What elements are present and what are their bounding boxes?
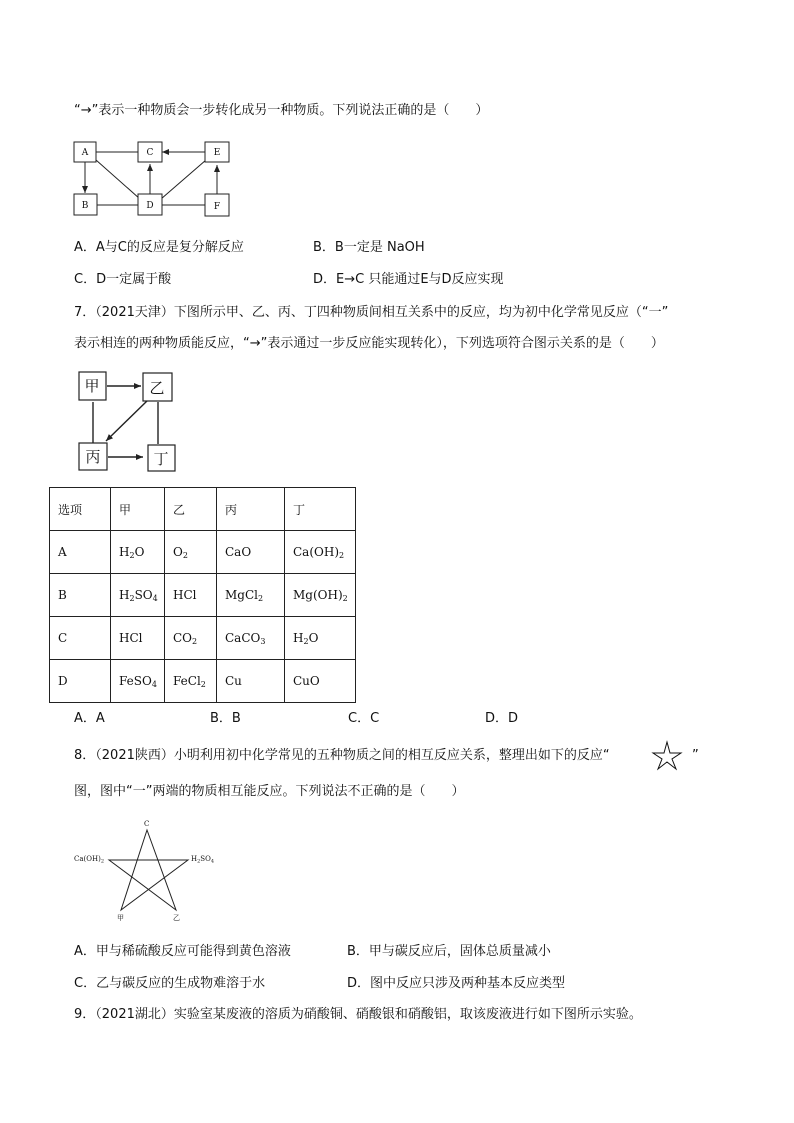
q6-option-a: A．A与C的反应是复分解反应 [74, 240, 244, 255]
q6-node-f-label: F [213, 202, 221, 212]
q8-option-a: A．甲与稀硫酸反应可能得到黄色溶液 [74, 944, 291, 959]
q8-option-b: B．甲与碳反应后，固体总质量减小 [347, 944, 551, 959]
table-cell: B [50, 574, 111, 617]
q6-node-c-label: C [146, 148, 154, 158]
table-header-cell: 选项 [50, 488, 111, 531]
table-cell: $CO_2$ [165, 617, 217, 660]
q8-stem-line1a: 8．（2021陕西）小明利用初中化学常见的五种物质之间的相互反应关系，整理出如下的反应“ [74, 748, 610, 763]
table-header-cell: 丙 [217, 488, 285, 531]
table-cell: D [50, 660, 111, 703]
q7-arrow-yi-bing [106, 400, 148, 441]
table-header-cell: 乙 [165, 488, 217, 531]
q8-label-h2so4: $H_2SO_4$ [191, 855, 215, 865]
table-cell: HCl [165, 574, 217, 617]
table-row [50, 531, 356, 574]
q7-option-a: A．A [74, 711, 105, 726]
q6-node-d-label: D [146, 201, 154, 211]
q7-stem-line1: 7．（2021天津）下图所示甲、乙、丙、丁四种物质间相互关系中的反应，均为初中化学常见反应（“一” [74, 305, 669, 320]
q8-label-jia: 甲 [117, 914, 124, 922]
q6-option-c: C．D一定属于酸 [74, 272, 172, 287]
table-cell: $Mg(OH)_2$ [285, 574, 356, 617]
table-cell: FeSO$_4$ [111, 660, 165, 703]
q6-line-e-d [161, 160, 206, 199]
table-cell: CaO [217, 531, 285, 574]
q8-label-yi: 乙 [173, 914, 180, 922]
table-cell: $O_2$ [165, 531, 217, 574]
q7-stem-line2: 表示相连的两种物质能反应，“→”表示通过一步反应能实现转化），下列选项符合图示关系的是（ ） [74, 336, 664, 351]
q7-node-yi-label: 乙 [149, 379, 165, 397]
q6-node-b-label: B [81, 201, 89, 211]
table-cell: CuO [285, 660, 356, 703]
table-cell: $H_2O$ [111, 531, 165, 574]
table-row [50, 617, 356, 660]
q6-node-a-label: A [81, 148, 89, 158]
q8-option-d: D．图中反应只涉及两种基本反应类型 [347, 976, 566, 991]
q6-line-a-d [96, 160, 140, 199]
table-row [50, 660, 356, 703]
q7-node-jia-label: 甲 [84, 377, 100, 395]
q6-stem: “→”表示一种物质会一步转化成另一种物质。下列说法正确的是（ ） [74, 103, 489, 118]
table-header-cell: 丁 [285, 488, 356, 531]
q7-option-d: D．D [485, 711, 519, 726]
table-cell: FeCl$_2$ [165, 660, 217, 703]
q7-option-c: C．C [348, 711, 380, 726]
q7-node-bing-label: 丙 [85, 448, 101, 466]
q7-options-table [49, 487, 356, 703]
table-cell: HCl [111, 617, 165, 660]
table-header-row [50, 488, 356, 531]
table-cell: CaCO$_3$ [217, 617, 285, 660]
table-cell: MgCl$_2$ [217, 574, 285, 617]
q8-option-c: C．乙与碳反应的生成物难溶于水 [74, 976, 266, 991]
q6-option-d: D．E→C 只能通过E与D反应实现 [313, 272, 504, 287]
q7-option-b: B．B [210, 711, 241, 726]
table-header-cell: 甲 [111, 488, 165, 531]
q8-label-c: C [144, 820, 150, 828]
q8-stem-line2: 图，图中“一”两端的物质相互能反应。下列说法不正确的是（ ） [74, 784, 465, 799]
q9-stem: 9．（2021湖北）实验室某废液的溶质为硝酸铜、硝酸银和硝酸铝，取该废液进行如下图所示实验。 [74, 1007, 642, 1022]
q6-option-b: B．B一定是 NaOH [313, 240, 425, 255]
table-cell: $H_2SO_4$ [111, 574, 165, 617]
q7-node-ding-label: 丁 [153, 450, 169, 468]
q8-star-diagram [109, 830, 188, 910]
table-cell: A [50, 531, 111, 574]
table-row [50, 574, 356, 617]
table-cell: $Ca(OH)_2$ [285, 531, 356, 574]
q8-stem-line1b: ” [692, 748, 699, 763]
table-cell: C [50, 617, 111, 660]
table-cell: Cu [217, 660, 285, 703]
q8-label-caoh2: $Ca(OH)_2$ [74, 855, 105, 865]
q6-node-e-label: E [213, 148, 221, 158]
star-icon [653, 742, 681, 769]
table-cell: $H_2O$ [285, 617, 356, 660]
